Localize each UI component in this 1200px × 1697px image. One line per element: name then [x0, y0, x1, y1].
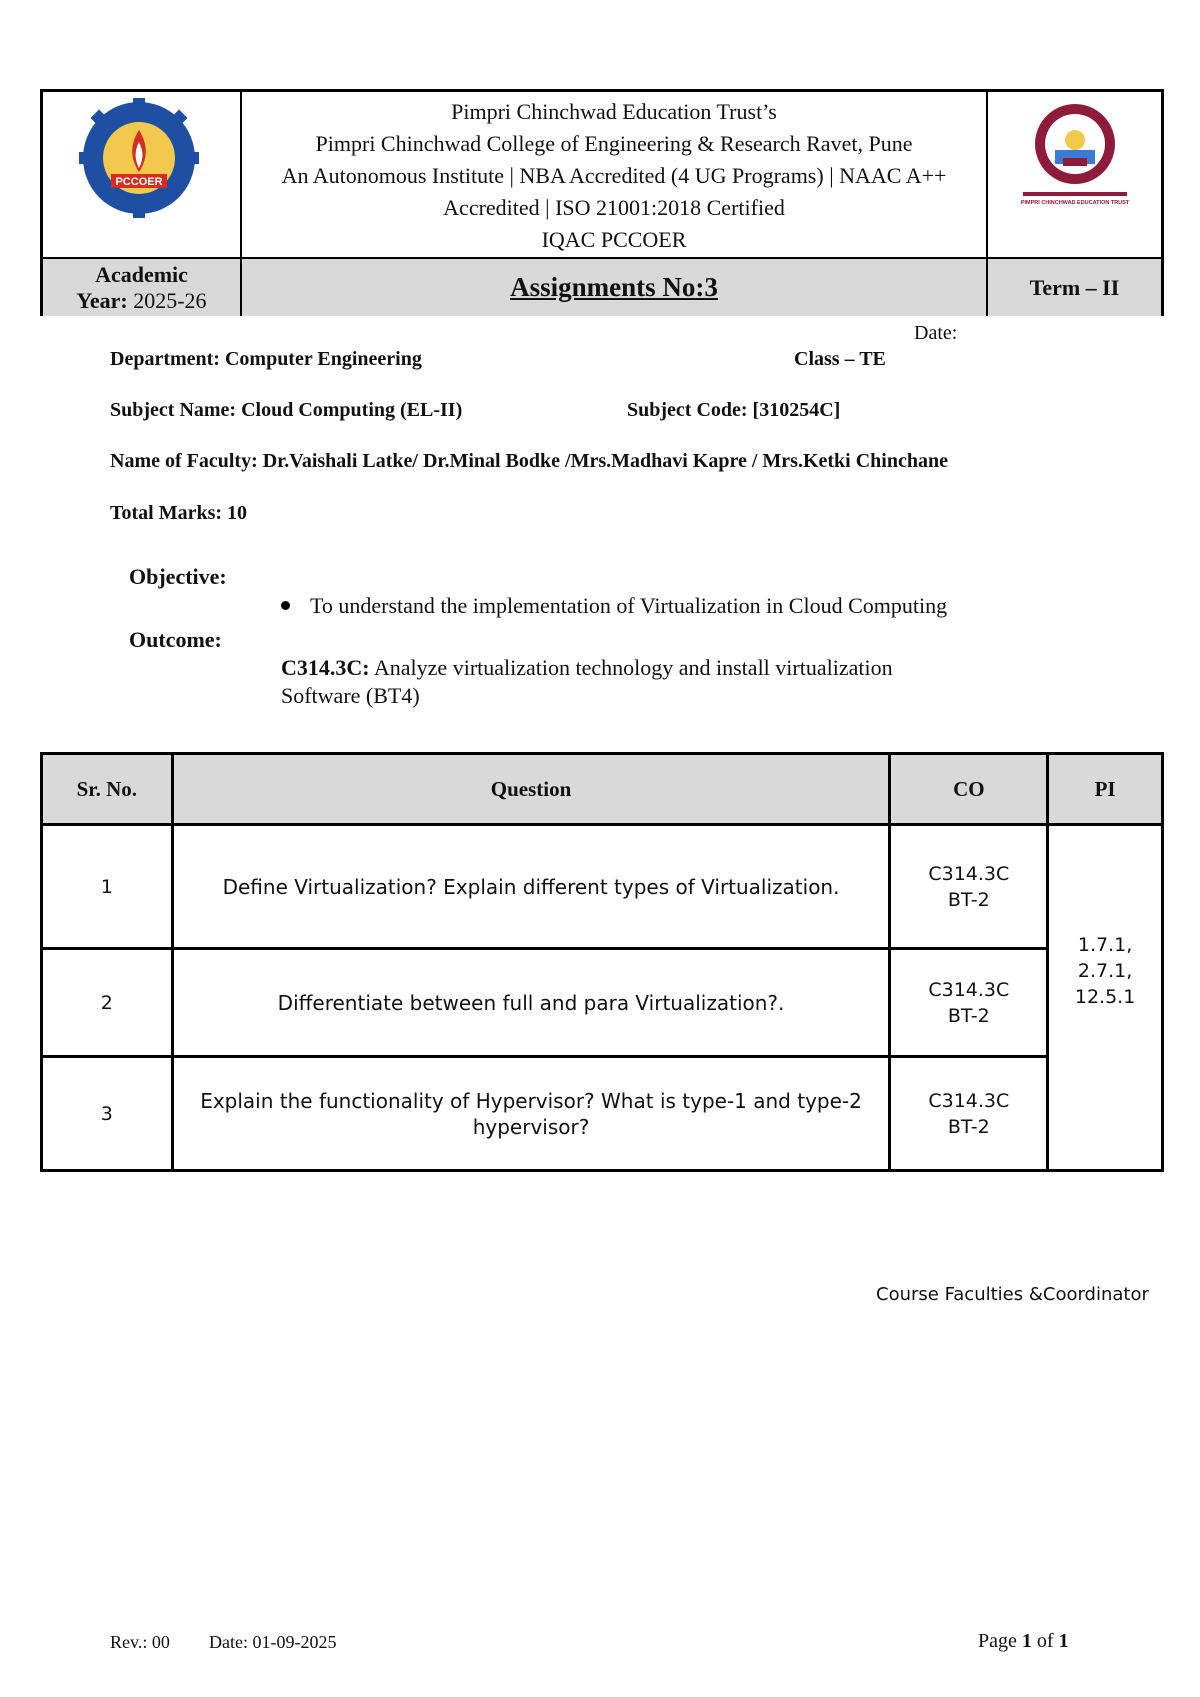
- bullet-icon: [281, 601, 290, 610]
- year-value: 2025-26: [133, 288, 207, 313]
- logo-left-label: PCCOER: [115, 176, 163, 188]
- objective-item: To understand the implementation of Virtualization in Cloud Computing: [310, 593, 948, 618]
- table-row: [42, 1057, 1163, 1171]
- row-sr: 1: [42, 825, 173, 949]
- trust-logo: [1015, 100, 1135, 210]
- pccoer-logo: [59, 98, 219, 218]
- accreditation-line-1: An Autonomous Institute | NBA Accredited (4 UG Programs) | NAAC A++: [281, 163, 947, 188]
- footer-rev: Rev.: 00: [110, 1632, 170, 1652]
- subject-name: Subject Name: Cloud Computing (EL-II): [110, 399, 463, 421]
- row-co: C314.3C BT-2: [890, 949, 1048, 1057]
- row-question: Differentiate between full and para Virtualization?.: [172, 949, 890, 1057]
- logo-right-cell: [988, 92, 1161, 257]
- outcome-text: [281, 654, 893, 710]
- header-pi: PI: [1048, 754, 1163, 825]
- term-label: Term – II: [988, 259, 1161, 316]
- table-row: [42, 949, 1163, 1057]
- row-sr: 2: [42, 949, 173, 1057]
- faculty-names: Name of Faculty: Dr.Vaishali Latke/ Dr.Minal Bodke /Mrs.Madhavi Kapre / Mrs.Ketki Chinchane: [110, 450, 948, 472]
- row-co: C314.3C BT-2: [890, 825, 1048, 949]
- objective-bullet: [281, 593, 947, 619]
- total-marks: Total Marks: 10: [110, 502, 248, 524]
- footer-date: Date: 01-09-2025: [209, 1632, 337, 1652]
- table-row: [42, 825, 1163, 949]
- year-label: Year:: [76, 288, 128, 313]
- outcome-line-1: Analyze virtualization technology and install virtualization: [373, 655, 893, 680]
- institution-info: [242, 92, 986, 257]
- trust-name: Pimpri Chinchwad Education Trust’s: [451, 99, 777, 124]
- academic-year-cell: [43, 259, 240, 316]
- header-table: [40, 89, 1164, 316]
- table-header-row: [42, 754, 1163, 825]
- header-co: CO: [890, 754, 1048, 825]
- row-question: Explain the functionality of Hypervisor? What is type-1 and type-2 hypervisor?: [172, 1057, 890, 1171]
- row-sr: 3: [42, 1057, 173, 1171]
- signature-label: Course Faculties &Coordinator: [876, 1284, 1149, 1305]
- subject-code: Subject Code: [310254C]: [627, 399, 841, 421]
- outcome-line-2: Software (BT4): [281, 683, 420, 708]
- accreditation-line-2: Accredited | ISO 21001:2018 Certified: [443, 195, 785, 220]
- department: Department: Computer Engineering: [110, 348, 422, 370]
- academic-label: Academic: [95, 262, 188, 287]
- footer-page: Page 1 of 1: [978, 1630, 1069, 1652]
- logo-right-label: PIMPRI CHINCHWAD EDUCATION TRUST: [1020, 200, 1130, 206]
- outcome-label: Outcome:: [129, 627, 222, 652]
- questions-table: [40, 752, 1164, 1172]
- iqac-line: IQAC PCCOER: [541, 227, 687, 252]
- row-co: C314.3C BT-2: [890, 1057, 1048, 1171]
- date-label: Date:: [914, 322, 958, 344]
- objective-label: Objective:: [129, 564, 227, 589]
- header-sr-no: Sr. No.: [42, 754, 173, 825]
- college-name: Pimpri Chinchwad College of Engineering & Research Ravet, Pune: [315, 131, 913, 156]
- pi-cell: 1.7.1, 2.7.1, 12.5.1: [1048, 825, 1163, 1171]
- assignment-title: Assignments No:3: [242, 259, 986, 316]
- outcome-code: C314.3C:: [281, 655, 370, 680]
- class-label: Class – TE: [794, 348, 886, 370]
- header-question: Question: [172, 754, 890, 825]
- logo-left-cell: [43, 92, 240, 257]
- row-question: Define Virtualization? Explain different types of Virtualization.: [172, 825, 890, 949]
